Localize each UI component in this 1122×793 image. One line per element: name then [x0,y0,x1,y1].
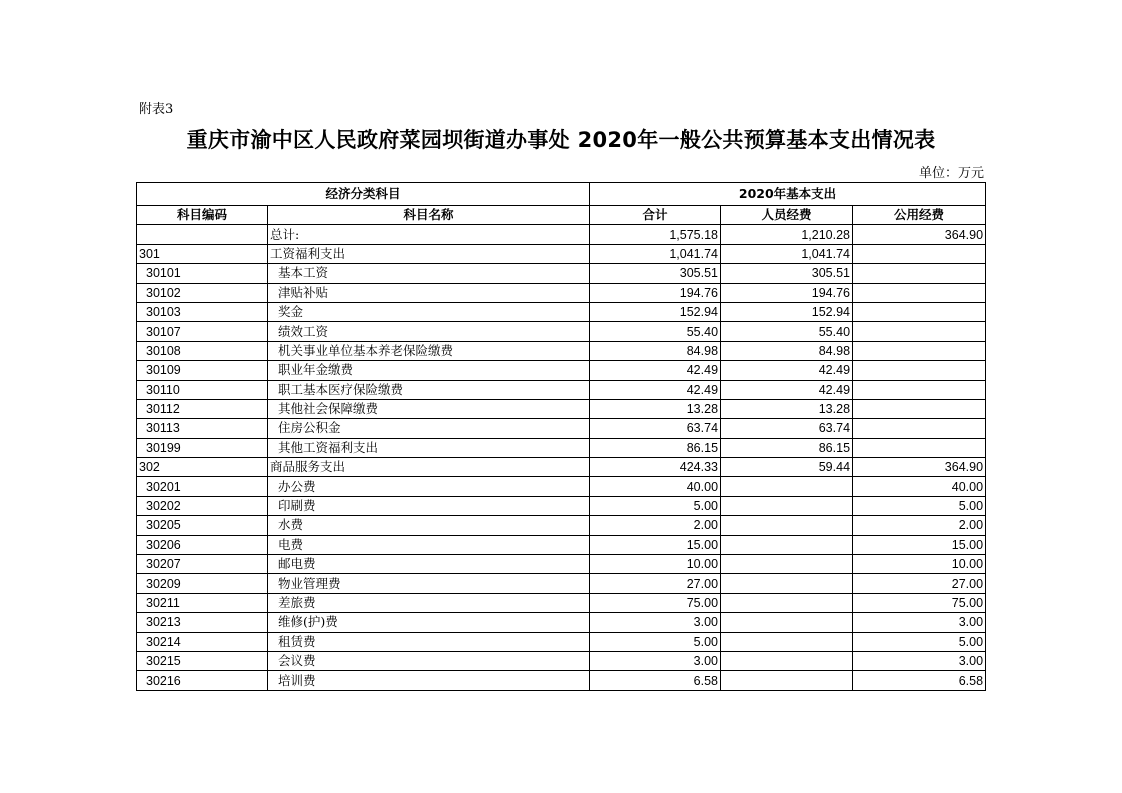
row-code: 302 [137,458,268,477]
row-name: 其他工资福利支出 [268,438,590,457]
row-total: 3.00 [590,613,721,632]
row-total: 75.00 [590,593,721,612]
table-row [137,651,986,670]
row-public [853,380,986,399]
table-row [137,496,986,515]
row-personnel: 13.28 [721,399,853,418]
table-row [137,322,986,341]
row-name: 邮电费 [268,555,590,574]
row-name: 绩效工资 [268,322,590,341]
row-personnel: 194.76 [721,283,853,302]
row-total: 13.28 [590,399,721,418]
row-code: 30113 [137,419,268,438]
row-personnel [721,651,853,670]
row-name: 办公费 [268,477,590,496]
row-code: 30211 [137,593,268,612]
row-public [853,322,986,341]
row-personnel [721,555,853,574]
row-name: 总计: [268,225,590,244]
row-name: 机关事业单位基本养老保险缴费 [268,341,590,360]
table-row [137,613,986,632]
row-public [853,244,986,263]
row-total: 305.51 [590,264,721,283]
row-code: 30207 [137,555,268,574]
row-public: 3.00 [853,613,986,632]
table-row [137,264,986,283]
row-public: 5.00 [853,632,986,651]
row-name: 其他社会保障缴费 [268,399,590,418]
row-public: 40.00 [853,477,986,496]
row-code: 30209 [137,574,268,593]
row-personnel: 1,041.74 [721,244,853,263]
row-personnel [721,613,853,632]
row-personnel: 42.49 [721,380,853,399]
table-row [137,283,986,302]
row-total: 5.00 [590,496,721,515]
table-row [137,302,986,321]
row-name: 水费 [268,516,590,535]
row-name: 维修(护)费 [268,613,590,632]
row-code: 30199 [137,438,268,457]
column-header-name: 科目名称 [268,206,590,225]
row-total: 84.98 [590,341,721,360]
table-row [137,361,986,380]
table-body [137,225,986,690]
row-name: 电费 [268,535,590,554]
row-name: 租赁费 [268,632,590,651]
table-row [137,632,986,651]
unit-label: 单位：万元 [918,166,984,181]
table-row [137,574,986,593]
row-code [137,225,268,244]
row-public [853,361,986,380]
row-name: 住房公积金 [268,419,590,438]
row-name: 商品服务支出 [268,458,590,477]
row-total: 63.74 [590,419,721,438]
table-row [137,458,986,477]
attachment-label: 附表3 [139,102,174,117]
row-name: 印刷费 [268,496,590,515]
row-total: 6.58 [590,671,721,690]
row-personnel: 1,210.28 [721,225,853,244]
row-total: 1,575.18 [590,225,721,244]
row-personnel: 59.44 [721,458,853,477]
row-total: 40.00 [590,477,721,496]
table-row [137,341,986,360]
row-name: 工资福利支出 [268,244,590,263]
row-personnel: 305.51 [721,264,853,283]
row-personnel [721,477,853,496]
row-code: 30108 [137,341,268,360]
row-code: 301 [137,244,268,263]
row-code: 30215 [137,651,268,670]
row-public [853,419,986,438]
table-row [137,671,986,690]
row-public [853,264,986,283]
row-total: 194.76 [590,283,721,302]
row-code: 30205 [137,516,268,535]
row-total: 42.49 [590,361,721,380]
row-personnel [721,632,853,651]
row-code: 30202 [137,496,268,515]
row-personnel: 63.74 [721,419,853,438]
page-title: 重庆市渝中区人民政府菜园坝街道办事处 2020年一般公共预算基本支出情况表 [186,128,936,152]
row-public: 75.00 [853,593,986,612]
group-header-basic-expenditure: 2020年基本支出 [590,183,986,206]
row-total: 27.00 [590,574,721,593]
row-personnel: 84.98 [721,341,853,360]
row-public [853,399,986,418]
table-row [137,225,986,244]
row-name: 奖金 [268,302,590,321]
row-public: 364.90 [853,225,986,244]
row-public: 27.00 [853,574,986,593]
row-personnel [721,516,853,535]
table-row [137,516,986,535]
row-name: 津贴补贴 [268,283,590,302]
group-header-economic-classification: 经济分类科目 [137,183,590,206]
row-personnel: 55.40 [721,322,853,341]
row-total: 10.00 [590,555,721,574]
row-public: 364.90 [853,458,986,477]
row-personnel [721,593,853,612]
row-public [853,341,986,360]
row-total: 3.00 [590,651,721,670]
row-personnel: 42.49 [721,361,853,380]
row-code: 30206 [137,535,268,554]
row-code: 30216 [137,671,268,690]
row-name: 培训费 [268,671,590,690]
table-row [137,593,986,612]
row-public [853,438,986,457]
row-personnel [721,535,853,554]
table-row [137,555,986,574]
row-total: 86.15 [590,438,721,457]
table-row [137,399,986,418]
row-total: 15.00 [590,535,721,554]
row-total: 424.33 [590,458,721,477]
row-code: 30214 [137,632,268,651]
row-code: 30107 [137,322,268,341]
budget-table [136,182,986,691]
row-total: 42.49 [590,380,721,399]
column-header-personnel: 人员经费 [721,206,853,225]
row-public: 15.00 [853,535,986,554]
table-row [137,535,986,554]
table-row [137,419,986,438]
table-row [137,244,986,263]
row-total: 55.40 [590,322,721,341]
row-name: 基本工资 [268,264,590,283]
column-header-code: 科目编码 [137,206,268,225]
row-name: 职工基本医疗保险缴费 [268,380,590,399]
row-personnel [721,671,853,690]
row-code: 30103 [137,302,268,321]
row-name: 职业年金缴费 [268,361,590,380]
row-personnel [721,496,853,515]
row-code: 30201 [137,477,268,496]
row-personnel: 152.94 [721,302,853,321]
row-total: 5.00 [590,632,721,651]
row-total: 152.94 [590,302,721,321]
row-name: 会议费 [268,651,590,670]
row-public: 3.00 [853,651,986,670]
row-public: 6.58 [853,671,986,690]
row-name: 物业管理费 [268,574,590,593]
table-row [137,477,986,496]
row-code: 30110 [137,380,268,399]
row-code: 30112 [137,399,268,418]
row-personnel: 86.15 [721,438,853,457]
row-public [853,283,986,302]
column-header-public: 公用经费 [853,206,986,225]
row-public: 10.00 [853,555,986,574]
row-personnel [721,574,853,593]
row-public: 5.00 [853,496,986,515]
row-total: 1,041.74 [590,244,721,263]
row-code: 30102 [137,283,268,302]
row-public: 2.00 [853,516,986,535]
row-code: 30213 [137,613,268,632]
row-public [853,302,986,321]
table-row [137,438,986,457]
row-total: 2.00 [590,516,721,535]
column-header-total: 合计 [590,206,721,225]
row-name: 差旅费 [268,593,590,612]
table-row [137,380,986,399]
row-code: 30109 [137,361,268,380]
row-code: 30101 [137,264,268,283]
